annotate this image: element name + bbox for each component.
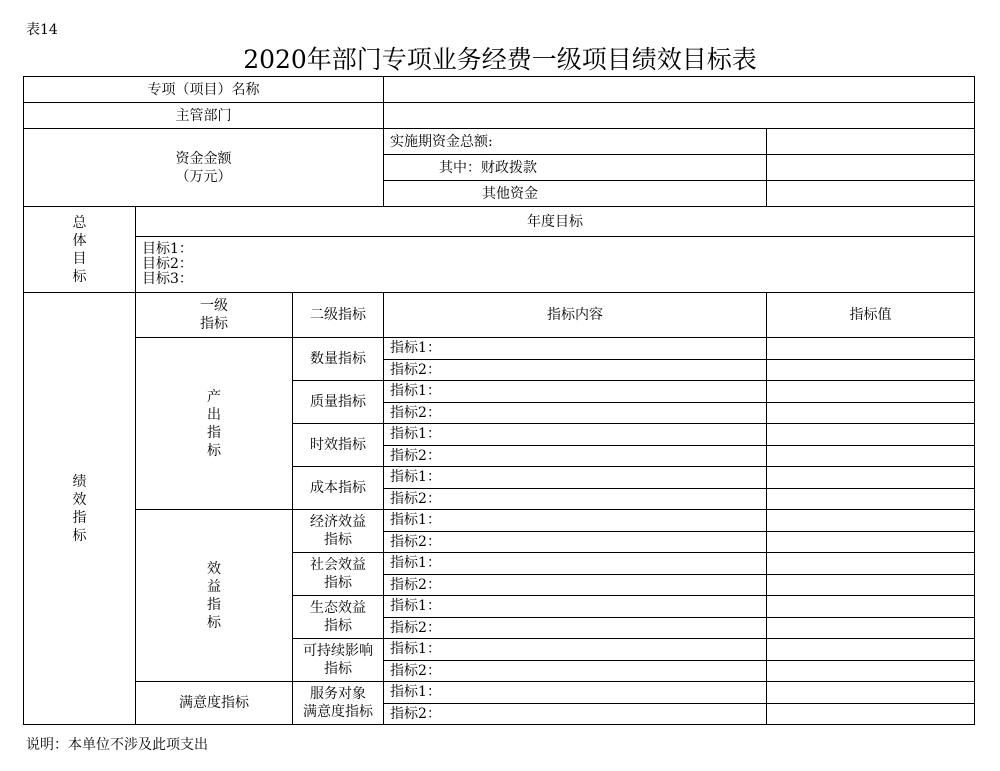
timeliness-indicator: 时效指标 — [293, 424, 384, 467]
indicator-line: 满意度指标 — [303, 704, 374, 720]
other-funds-label: 其他资金 — [384, 181, 767, 207]
indicator-value — [767, 488, 975, 510]
table-row — [24, 207, 975, 237]
benefit-char: 标 — [207, 614, 221, 631]
value-header: 指标值 — [767, 293, 975, 338]
indicator-2: 指标2： — [384, 402, 767, 424]
benefit-char: 指 — [207, 596, 221, 613]
output-char: 出 — [207, 406, 221, 423]
indicator-value — [767, 682, 975, 704]
indicator-value — [767, 402, 975, 424]
footnote: 说明：本单位不涉及此项支出 — [26, 737, 208, 753]
indicator-2: 指标2： — [384, 617, 767, 639]
output-indicator-label — [136, 338, 293, 510]
indicator-value — [767, 660, 975, 682]
fiscal-funds-label: 其中：财政拨款 — [384, 155, 767, 181]
funds-label-cell — [24, 129, 384, 207]
benefit-indicator-label — [136, 510, 293, 682]
benefit-char: 效 — [207, 560, 221, 577]
content-header: 指标内容 — [384, 293, 767, 338]
indicator-line: 可持续影响 — [303, 643, 374, 659]
goal-item: 目标2： — [142, 256, 193, 272]
total-funds-value — [767, 129, 975, 155]
satisfaction-indicator-label: 满意度指标 — [136, 682, 293, 725]
annual-goal-header: 年度目标 — [136, 207, 975, 237]
indicator-line: 指标 — [324, 575, 353, 591]
indicator-1: 指标1： — [384, 639, 767, 661]
economic-benefit-indicator — [293, 510, 384, 553]
quality-indicator: 质量指标 — [293, 381, 384, 424]
overall-goal-char: 体 — [72, 232, 87, 249]
level2-header: 二级指标 — [293, 293, 384, 338]
indicator-1: 指标1： — [384, 338, 767, 360]
project-name-label: 专项（项目）名称 — [24, 77, 384, 103]
level1-header-line: 指标 — [200, 316, 228, 332]
overall-goal-label — [24, 207, 136, 293]
other-funds-value — [767, 181, 975, 207]
table-row — [24, 510, 975, 532]
indicator-line: 指标 — [324, 618, 353, 634]
table-row — [24, 293, 975, 338]
indicator-value — [767, 338, 975, 360]
benefit-char: 益 — [207, 578, 221, 595]
indicator-2: 指标2： — [384, 660, 767, 682]
overall-goal-char: 目 — [72, 250, 87, 267]
performance-char: 效 — [72, 491, 87, 508]
goal-item: 目标3： — [142, 271, 193, 287]
table-row — [24, 237, 975, 293]
indicator-value — [767, 639, 975, 661]
department-value — [384, 103, 975, 129]
indicator-value — [767, 359, 975, 381]
performance-target-table — [23, 76, 975, 725]
indicator-1: 指标1： — [384, 510, 767, 532]
indicator-line: 经济效益 — [310, 514, 367, 530]
project-name-value — [384, 77, 975, 103]
indicator-value — [767, 574, 975, 596]
indicator-1: 指标1： — [384, 381, 767, 403]
overall-goal-char: 总 — [72, 214, 87, 231]
sustainable-impact-indicator — [293, 639, 384, 682]
indicator-2: 指标2： — [384, 531, 767, 553]
indicator-1: 指标1： — [384, 424, 767, 446]
cost-indicator: 成本指标 — [293, 467, 384, 510]
table-number: 表14 — [26, 22, 58, 38]
indicator-value — [767, 381, 975, 403]
goal-item: 目标1： — [142, 241, 193, 257]
level1-header — [136, 293, 293, 338]
funds-unit: （万元） — [175, 168, 232, 185]
indicator-value — [767, 510, 975, 532]
indicator-value — [767, 467, 975, 489]
indicator-line: 社会效益 — [310, 557, 367, 573]
indicator-value — [767, 703, 975, 725]
quantity-indicator: 数量指标 — [293, 338, 384, 381]
output-char: 指 — [207, 424, 221, 441]
total-funds-label: 实施期资金总额: — [384, 129, 767, 155]
fiscal-funds-value — [767, 155, 975, 181]
indicator-line: 指标 — [324, 661, 353, 677]
table-row — [24, 129, 975, 155]
indicator-1: 指标1： — [384, 553, 767, 575]
indicator-2: 指标2： — [384, 488, 767, 510]
output-char: 标 — [207, 442, 221, 459]
indicator-value — [767, 531, 975, 553]
indicator-1: 指标1： — [384, 467, 767, 489]
department-label: 主管部门 — [24, 103, 384, 129]
indicator-value — [767, 424, 975, 446]
output-char: 产 — [207, 388, 221, 405]
performance-char: 指 — [72, 509, 87, 526]
indicator-2: 指标2： — [384, 445, 767, 467]
level1-header-line: 一级 — [200, 298, 228, 314]
ecological-benefit-indicator — [293, 596, 384, 639]
table-row — [24, 77, 975, 103]
performance-label — [24, 293, 136, 725]
overall-goal-char: 标 — [72, 268, 87, 285]
performance-char: 标 — [72, 527, 87, 544]
indicator-line: 指标 — [324, 532, 353, 548]
indicator-1: 指标1： — [384, 596, 767, 618]
social-benefit-indicator — [293, 553, 384, 596]
indicator-1: 指标1： — [384, 682, 767, 704]
indicator-line: 生态效益 — [310, 600, 367, 616]
indicator-value — [767, 617, 975, 639]
table-row — [24, 338, 975, 360]
indicator-value — [767, 596, 975, 618]
service-satisfaction-indicator — [293, 682, 384, 725]
indicator-2: 指标2： — [384, 574, 767, 596]
indicator-2: 指标2： — [384, 703, 767, 725]
indicator-line: 服务对象 — [310, 686, 367, 702]
goal-list — [136, 237, 975, 293]
performance-char: 绩 — [72, 473, 87, 490]
document-title: 2020年部门专项业务经费一级项目绩效目标表 — [243, 45, 757, 74]
indicator-2: 指标2： — [384, 359, 767, 381]
table-row — [24, 103, 975, 129]
table-row — [24, 682, 975, 704]
indicator-value — [767, 553, 975, 575]
funds-label: 资金金额 — [175, 150, 232, 167]
indicator-value — [767, 445, 975, 467]
